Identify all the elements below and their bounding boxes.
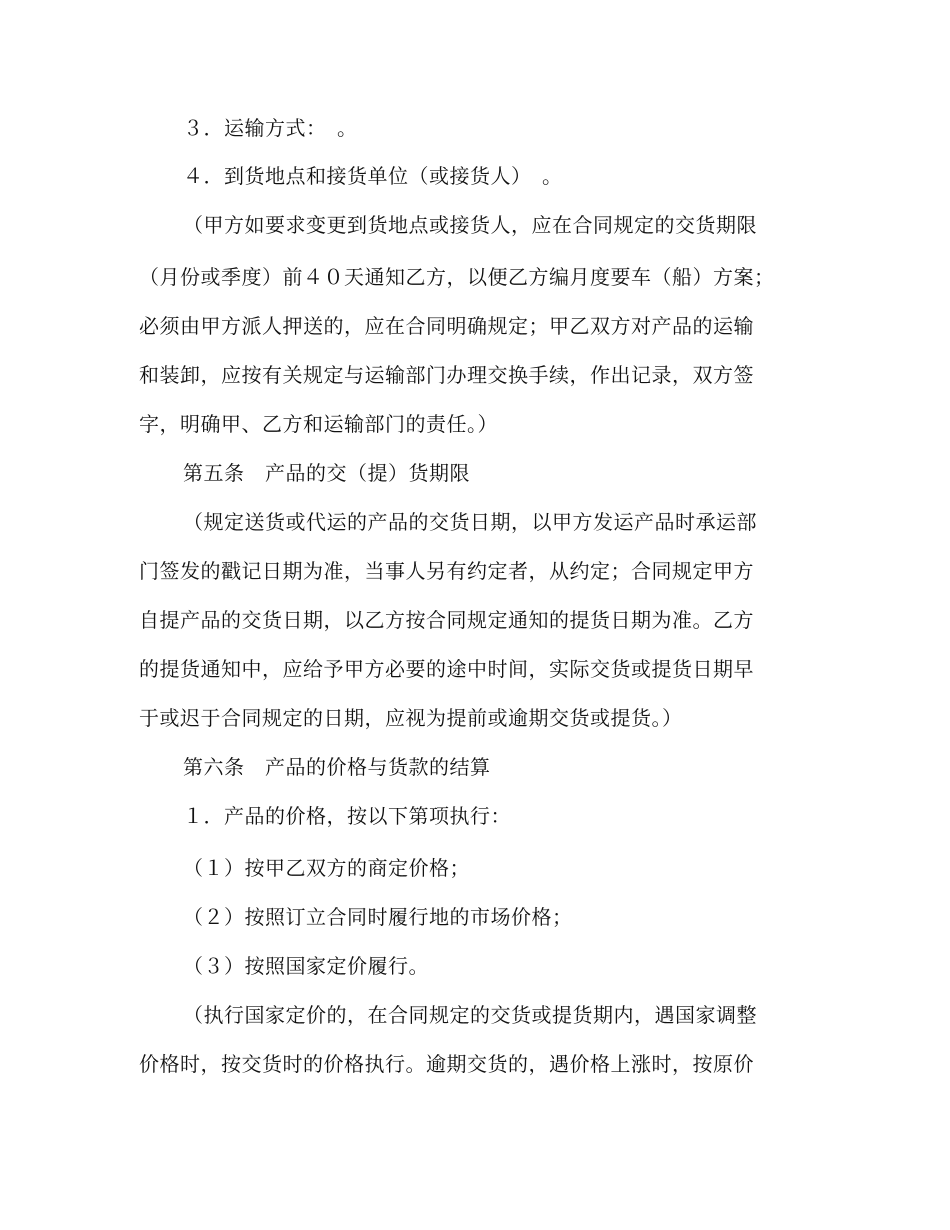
list-item: （２）按照订立合同时履行地的市场价格； <box>183 905 573 929</box>
paragraph-line: 价格时，按交货时的价格执行。逾期交货的，遇价格上涨时，按原价 <box>139 1052 754 1076</box>
paragraph-line: （规定送货或代运的产品的交货日期，以甲方发运产品时承运部 <box>183 510 757 534</box>
paragraph-line: ４．到货地点和接货单位（或接货人） 。 <box>183 164 563 188</box>
paragraph-line: 门签发的戳记日期为准，当事人另有约定者，从约定；合同规定甲方 <box>139 559 754 583</box>
paragraph-line: 和装卸，应按有关规定与运输部门办理交换手续，作出记录，双方签 <box>139 363 754 387</box>
list-item: （１）按甲乙双方的商定价格； <box>183 856 470 880</box>
paragraph-line: 字，明确甲、乙方和运输部门的责任。） <box>139 412 498 436</box>
list-item: １．产品的价格，按以下第项执行： <box>183 804 511 828</box>
paragraph-line: 必须由甲方派人押送的，应在合同明确规定；甲乙双方对产品的运输 <box>139 314 754 338</box>
paragraph-line: ３．运输方式： 。 <box>183 116 358 140</box>
section-heading: 第五条 产品的交（提）货期限 <box>183 461 470 485</box>
paragraph-line: （月份或季度）前４０天通知乙方，以便乙方编月度要车（船）方案； <box>139 265 775 289</box>
paragraph-line: 自提产品的交货日期，以乙方按合同规定通知的提货日期为准。乙方 <box>139 608 754 632</box>
paragraph-line: 的提货通知中，应给予甲方必要的途中时间，实际交货或提货日期早 <box>139 657 754 681</box>
paragraph-line: 于或迟于合同规定的日期，应视为提前或逾期交货或提货。） <box>139 706 683 730</box>
section-heading: 第六条 产品的价格与货款的结算 <box>183 755 491 779</box>
paragraph-line: （甲方如要求变更到货地点或接货人，应在合同规定的交货期限 <box>183 213 757 237</box>
list-item: （３）按照国家定价履行。 <box>183 954 429 978</box>
paragraph-line: （执行国家定价的，在合同规定的交货或提货期内，遇国家调整 <box>183 1003 757 1027</box>
